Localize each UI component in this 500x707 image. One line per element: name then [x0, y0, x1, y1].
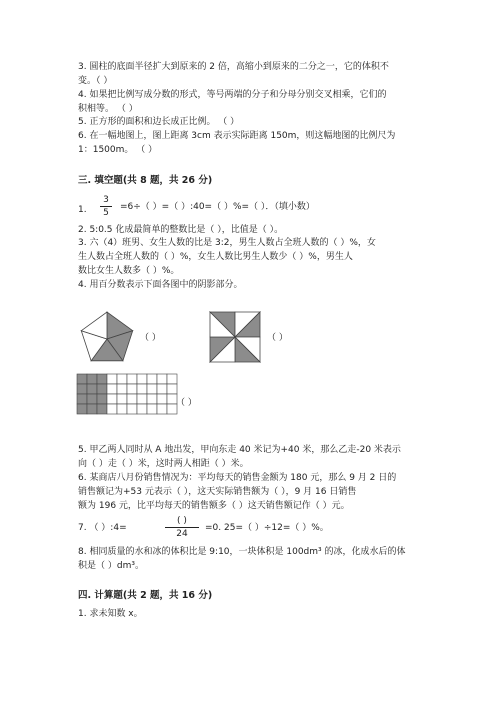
grid-cell — [87, 404, 97, 414]
grid-cell — [77, 384, 87, 394]
grid-cell — [137, 394, 147, 404]
grid-cell — [87, 394, 97, 404]
grid-cell — [117, 384, 127, 394]
q6-line1: 6. 某商店八月份销售情况为：平均每天的销售金额为 180 元，那么 9 月 2 日的 — [78, 473, 397, 483]
grid-cell — [147, 404, 157, 414]
q7-rest: =0. 25=（ ）÷12=（ ）%。 — [205, 523, 329, 533]
q6-line2: 销售额记为+53 元表示（ ），这天实际销售额为（ ），9 月 16 日销售 — [78, 487, 357, 497]
grid-cell — [107, 374, 117, 384]
grid-cell — [147, 394, 157, 404]
calc-1-text: 1. 求未知数 x。 — [78, 609, 143, 619]
grid-cell — [87, 384, 97, 394]
q7-prefix: 7. （ ）:4= — [78, 523, 127, 533]
q7-fraction-bar — [165, 527, 199, 528]
grid-cell — [127, 394, 137, 404]
grid-cell — [167, 374, 177, 384]
grid-cell — [117, 394, 127, 404]
grid-cell — [137, 384, 147, 394]
square-figure — [209, 311, 261, 363]
q2: 2. 5:0.5 化成最简单的整数比是（ ），比值是（ ）。 — [78, 225, 284, 235]
q4-pentagon-blank: （ ） — [140, 333, 161, 343]
q5-line1: 5. 甲乙两人同时从 A 地出发，甲向东走 40 米记为+40 米，那么乙走-20 米表示 — [78, 445, 401, 455]
item-5: 5. 正方形的面积和边长成正比例。 （ ） — [78, 117, 240, 127]
grid-cell — [147, 384, 157, 394]
grid-cell — [97, 374, 107, 384]
grid-cell — [137, 374, 147, 384]
grid-cell — [97, 404, 107, 414]
item-3-line1: 3. 圆柱的底面半径扩大到原来的 2 倍，高缩小到原来的二分之一，它的体积不 — [78, 62, 389, 72]
grid-cell — [157, 394, 167, 404]
item-6-line1: 6. 在一幅地图上，图上距离 3cm 表示实际距离 150m，则这幅地图的比例尺为 — [78, 131, 396, 141]
item-3-line2: 变。（ ） — [78, 76, 113, 86]
q1-fraction-denominator: 5 — [103, 208, 109, 218]
grid-cell — [107, 404, 117, 414]
q7-fraction-denominator: 24 — [176, 529, 188, 539]
grid-cell — [107, 394, 117, 404]
item-4-line1: 4. 如果把比例写成分数的形式，等号两端的分子和分母分别交叉相乘，它们的 — [78, 90, 387, 100]
q1-fraction-numerator: 3 — [103, 195, 109, 205]
grid-cell — [127, 404, 137, 414]
q3-line1: 3. 六（4）班男、女生人数的比是 3:2，男生人数占全班人数的（ ）%，女 — [78, 238, 376, 248]
grid-cell — [157, 384, 167, 394]
grid-cell — [107, 384, 117, 394]
grid-cell — [97, 394, 107, 404]
q5-line2: 向（ ）走（ ）米，这时两人相距（ ）米。 — [78, 459, 249, 469]
pentagon-figure — [74, 306, 140, 372]
item-4-line2: 积相等。 （ ） — [78, 104, 138, 114]
grid-figure — [76, 373, 178, 415]
q1-rest: =6÷（ ）=（ ）:40=（ ）%=（ ）．（填小数） — [120, 202, 315, 212]
q3-line3: 数比女生人数多（ ）%。 — [78, 266, 180, 276]
grid-cell — [127, 374, 137, 384]
grid-cell — [167, 384, 177, 394]
q3-line2: 生人数占全班人数的（ ）%，女生人数比男生人数少（ ）%，男生人 — [78, 252, 353, 262]
q1-fraction-bar — [100, 206, 112, 207]
grid-cell — [127, 384, 137, 394]
section-4-title: 四. 计算题(共 2 题，共 16 分) — [78, 590, 213, 601]
grid-cell — [77, 374, 87, 384]
grid-cell — [147, 374, 157, 384]
q4-square-blank: （ ） — [267, 333, 288, 343]
grid-cell — [117, 404, 127, 414]
section-3-title: 三. 填空题(共 8 题，共 26 分) — [78, 175, 213, 186]
grid-cell — [97, 384, 107, 394]
grid-cell — [117, 374, 127, 384]
grid-cell — [157, 404, 167, 414]
q6-line3: 额为 196 元，比平均每天的销售额多（ ）这天销售额记作（ ）元。 — [78, 501, 350, 511]
q8-line1: 8. 相同质量的水和冰的体积比是 9:10，一块体积是 100dm³ 的冰，化成水后的体 — [78, 547, 406, 557]
grid-cell — [87, 374, 97, 384]
q1-number: 1. — [78, 205, 87, 215]
q4-text: 4. 用百分数表示下面各图中的阴影部分。 — [78, 280, 243, 290]
q8-line2: 积是（ ）dm³。 — [78, 561, 144, 571]
grid-cell — [157, 374, 167, 384]
item-6-line2: 1：1500m。 （ ） — [78, 145, 158, 155]
grid-cell — [77, 394, 87, 404]
grid-cell — [137, 404, 147, 414]
grid-cell — [77, 404, 87, 414]
q7-fraction-numerator: ( ) — [177, 516, 187, 526]
q4-grid-blank: （ ） — [176, 398, 197, 408]
